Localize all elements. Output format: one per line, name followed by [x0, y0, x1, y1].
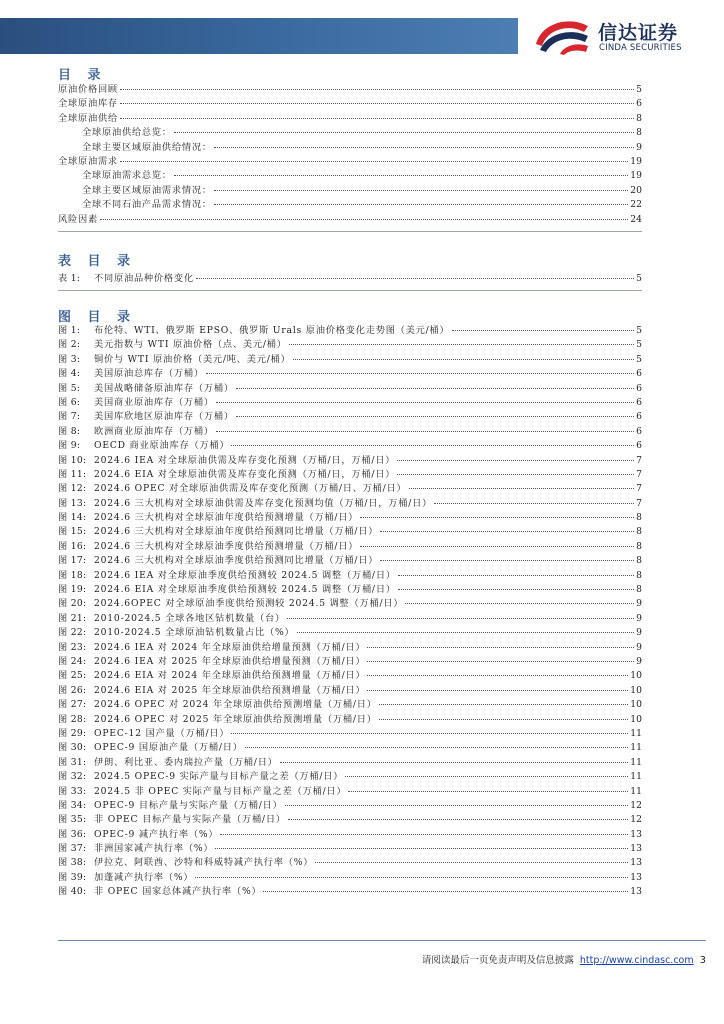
dot-leader: [367, 661, 634, 662]
dot-leader: [231, 733, 628, 734]
figure-list-entry-page: 13: [630, 843, 642, 855]
figure-list-entry[interactable]: [58, 382, 642, 396]
toc-entry-label: 全球原油供给: [58, 112, 118, 124]
toc-entry-label: 原油价格回顾: [58, 84, 118, 95]
toc-entry-label: 全球原油需求: [58, 155, 118, 167]
toc-entry-page: 8: [636, 112, 642, 124]
figure-list-entry-label: 2024.6 OPEC 对 2025 年全球原油供给预测增量（万桶/日）: [94, 713, 377, 725]
figure-list-entry-label: OPEC-9 目标产量与实际产量（万桶/日）: [94, 799, 283, 811]
figure-list-entry[interactable]: [58, 525, 642, 539]
toc-entry-page: 19: [630, 170, 642, 182]
figure-list-entry[interactable]: [58, 597, 642, 611]
table-list-entry-number: 表 1:: [58, 273, 81, 284]
toc-entry-page: 5: [636, 84, 642, 95]
figure-list-entry[interactable]: [58, 655, 642, 669]
dot-leader: [360, 517, 634, 518]
toc-title: 目 录: [58, 68, 107, 83]
dot-leader: [452, 330, 635, 331]
dot-leader: [216, 431, 634, 432]
figure-list-entry-label: OPEC-9 减产执行率（%）: [94, 828, 219, 840]
figure-list-entry[interactable]: [58, 842, 642, 856]
toc-entry-label: 全球原油供给总览：: [82, 127, 172, 139]
figure-list-entry-label: OPEC-12 国产量（万桶/日）: [94, 727, 230, 739]
dot-leader: [345, 776, 628, 777]
dot-leader: [367, 675, 628, 676]
figure-list-entry-label: 2024.6 三大机构对全球原油季度供给预测同比增量（万桶/日）: [94, 555, 379, 567]
toc-entry-page: 9: [636, 141, 642, 153]
figure-list-entry-number: 图 29:: [58, 727, 87, 739]
figure-list-entry-label: 非洲国家减产执行率（%）: [94, 843, 214, 855]
dot-leader: [214, 147, 634, 148]
figure-list-entry-number: 图 22:: [58, 627, 87, 639]
dot-leader: [379, 704, 629, 705]
figure-list-entry[interactable]: [58, 626, 642, 640]
figure-list-entry-label: 美国库欣地区原油库存（万桶）: [94, 411, 234, 423]
dot-leader: [214, 190, 628, 191]
figure-list-entry-label: 美国原油总库存（万桶）: [94, 368, 204, 380]
dot-leader: [214, 204, 628, 205]
dot-leader: [245, 747, 629, 748]
toc-entry[interactable]: [58, 198, 642, 212]
figure-list-entry-page: 8: [636, 569, 642, 581]
figure-list-entry-label: 2024.6 OPEC 对全球原油供需及库存变化预测（万桶/日、万桶/日）: [94, 483, 407, 495]
figure-list-entry-page: 12: [630, 799, 642, 811]
figure-list-entry[interactable]: [58, 468, 642, 482]
dot-leader: [380, 560, 634, 561]
cinda-logo-icon: [530, 14, 592, 56]
figure-list-entry[interactable]: [58, 813, 642, 827]
figure-list-entry-number: 图 31:: [58, 756, 87, 768]
dot-leader: [288, 819, 628, 820]
figure-list-entry-page: 6: [636, 425, 642, 437]
figure-list-entry[interactable]: [58, 785, 642, 799]
figure-list-entry[interactable]: [58, 497, 642, 511]
dot-leader: [409, 488, 635, 489]
figure-list-entry-page: 13: [630, 886, 642, 898]
figure-list-entry-number: 图 16:: [58, 540, 87, 552]
dot-leader: [174, 132, 634, 133]
figure-list-entry-number: 图 35:: [58, 814, 87, 826]
figure-list-entry-number: 图 19:: [58, 584, 87, 596]
figure-list-entry-number: 图 12:: [58, 483, 87, 495]
figure-list-entry[interactable]: [58, 540, 642, 554]
toc-entry-page: 8: [636, 127, 642, 139]
toc-entry[interactable]: [58, 97, 642, 111]
figure-list-entry-number: 图 38:: [58, 857, 87, 869]
brand-logo: [530, 14, 720, 56]
figure-list-entry-label: 非 OPEC 国家总体减产执行率（%）: [94, 886, 262, 898]
toc-entry[interactable]: [58, 169, 642, 183]
dot-leader: [120, 118, 634, 119]
toc-entry-label: 全球原油库存: [58, 98, 118, 110]
figure-list-entry-label: 2010-2024.5 全球各地区钻机数量（台）: [94, 612, 286, 624]
figure-list-entry-label: 2024.6 EIA 对全球原油供需及库存变化预测（万桶/日，万桶/日）: [94, 468, 396, 480]
toc-divider: [58, 231, 642, 232]
figure-list-entry-number: 图 37:: [58, 843, 87, 855]
figure-list-entry-label: 伊朗、利比亚、委内瑞拉产量（万桶/日）: [94, 756, 278, 768]
figure-list-entry-number: 图 28:: [58, 713, 87, 725]
dot-leader: [120, 161, 628, 162]
figure-list-entry-page: 5: [636, 339, 642, 351]
figure-list-entry-page: 13: [630, 857, 642, 869]
figure-list-entry[interactable]: [58, 396, 642, 410]
figure-list-entry-page: 8: [636, 540, 642, 552]
page-footer: [422, 952, 706, 966]
figure-list-entry-label: 布伦特、WTI、俄罗斯 EPSO、俄罗斯 Urals 原油价格变化走势图（美元/桶）: [94, 325, 450, 336]
toc-entry[interactable]: [58, 184, 642, 198]
dot-leader: [231, 445, 634, 446]
figure-list-entry-label: 美元指数与 WTI 原油价格（点、美元/桶）: [94, 339, 287, 351]
dot-leader: [297, 632, 635, 633]
dot-leader: [100, 219, 628, 220]
figure-list-entry-label: OECD 商业原油库存（万桶）: [94, 440, 230, 452]
dot-leader: [216, 402, 634, 403]
figure-list-entry[interactable]: [58, 353, 642, 367]
toc-entry[interactable]: [58, 155, 642, 169]
figure-list-entry-page: 8: [636, 526, 642, 538]
figure-list-entry[interactable]: [58, 669, 642, 683]
figure-list-entry-label: 2024.6 三大机构对全球原油供需及库存变化预测均值（万桶/日，万桶/日）: [94, 497, 433, 509]
figure-list-entry-number: 图 26:: [58, 684, 87, 696]
table-list-entry-label: 不同原油品种价格变化: [94, 273, 194, 284]
figure-list-entry-page: 8: [636, 555, 642, 567]
figure-list-entry-page: 13: [630, 871, 642, 883]
figure-list-entry-page: 6: [636, 396, 642, 408]
figure-list-entry-number: 图 39:: [58, 871, 87, 883]
figure-list-entry-label: 2024.5 OPEC-9 实际产量与目标产量之差（万桶/日）: [94, 771, 344, 783]
figure-list-entry-label: 美国战略储备原油库存（万桶）: [94, 382, 234, 394]
figure-list-entry-page: 5: [636, 325, 642, 336]
dot-leader: [397, 460, 634, 461]
figure-list-entry-number: 图 18:: [58, 569, 87, 581]
footer-website-link[interactable]: http://www.cindasc.com: [579, 955, 694, 966]
figure-list-entry-number: 图 6:: [58, 396, 81, 408]
toc-entry[interactable]: [58, 213, 642, 227]
figure-list-entry-number: 图 40:: [58, 886, 87, 898]
figure-list-entry-page: 5: [636, 353, 642, 365]
toc-entry[interactable]: [58, 126, 642, 140]
toc-entry-label: 全球主要区域原油供给情况：: [82, 141, 212, 153]
figure-list-entry-page: 10: [630, 670, 642, 682]
figure-list-entry-number: 图 17:: [58, 555, 87, 567]
dot-leader: [236, 416, 634, 417]
dot-leader: [348, 791, 628, 792]
footer-disclaimer: 请阅读最后一页免责声明及信息披露: [421, 955, 574, 966]
toc-entry-page: 19: [630, 155, 642, 167]
toc-entry[interactable]: [58, 141, 642, 155]
toc-entry-page: 22: [630, 199, 642, 211]
figure-list-entry[interactable]: [58, 885, 642, 899]
dot-leader: [174, 175, 628, 176]
toc-entry-page: 20: [630, 184, 642, 196]
figure-list-entry[interactable]: [58, 454, 642, 468]
figure-list-entry-label: 伊拉克、阿联酋、沙特和科威特减产执行率（%）: [94, 857, 314, 869]
figure-list-entry-number: 图 24:: [58, 655, 87, 667]
dot-leader: [405, 603, 634, 604]
figure-list-entry-number: 图 23:: [58, 641, 87, 653]
figure-list-entry-number: 图 34:: [58, 799, 87, 811]
figure-list-entry-number: 图 13:: [58, 497, 87, 509]
figures-title: 图 目 录: [58, 310, 137, 325]
figure-list-entry-page: 8: [636, 512, 642, 524]
figure-list-entry-page: 9: [636, 598, 642, 610]
dot-leader: [120, 103, 634, 104]
figure-list-entry-label: 2024.6 IEA 对全球原油供需及库存变化预测（万桶/日，万桶/日）: [94, 454, 396, 466]
figure-list-entry-label: 2024.6 IEA 对 2025 年全球原油供给增量预测（万桶/日）: [94, 655, 366, 667]
dot-leader: [215, 848, 628, 849]
toc-entry-page: 24: [630, 213, 642, 225]
figure-list-entry-number: 图 36:: [58, 828, 87, 840]
figure-list-entry-page: 11: [630, 742, 642, 754]
toc-entry-page: 6: [636, 98, 642, 110]
figure-list-entry-page: 9: [636, 627, 642, 639]
figure-list-entry-label: 美国商业原油库存（万桶）: [94, 396, 214, 408]
figure-list-entry-page: 11: [630, 785, 642, 797]
figure-list-entry-number: 图 25:: [58, 670, 87, 682]
figure-list-entry-label: OPEC-9 国原油产量（万桶/日）: [94, 742, 243, 754]
figure-list-entry-page: 10: [630, 713, 642, 725]
figure-list-entry[interactable]: [58, 828, 642, 842]
toc-list: [58, 83, 642, 227]
figure-list-entry[interactable]: [58, 641, 642, 655]
figure-list-entry[interactable]: [58, 856, 642, 870]
figure-list-entry-number: 图 8:: [58, 425, 81, 437]
figure-list-entry-page: 10: [630, 699, 642, 711]
figure-list-entry[interactable]: [58, 410, 642, 424]
dot-leader: [367, 647, 634, 648]
figure-list-entry-label: 2024.6 IEA 对 2024 年全球原油供给增量预测（万桶/日）: [94, 641, 366, 653]
toc-entry-label: 全球主要区域原油需求情况：: [82, 184, 212, 196]
figure-list-entry-label: 2024.6 三大机构对全球原油年度供给预测同比增量（万桶/日）: [94, 526, 379, 538]
dot-leader: [397, 474, 634, 475]
figure-list-entry-number: 图 32:: [58, 771, 87, 783]
dot-leader: [367, 690, 628, 691]
tables-title: 表 目 录: [58, 254, 137, 269]
figure-list-entry-page: 6: [636, 382, 642, 394]
dot-leader: [220, 834, 628, 835]
figure-list-entry-page: 10: [630, 684, 642, 696]
figure-list-entry-page: 6: [636, 440, 642, 452]
toc-entry[interactable]: [58, 112, 642, 126]
figure-list-entry-page: 9: [636, 641, 642, 653]
toc-entry-label: 风险因素: [58, 213, 98, 225]
figure-list-entry[interactable]: [58, 612, 642, 626]
figure-list-entry[interactable]: [58, 756, 642, 770]
toc-entry-label: 全球原油需求总览：: [82, 170, 172, 182]
figure-list-entry[interactable]: [58, 799, 642, 813]
figure-list-entry[interactable]: [58, 554, 642, 568]
figure-list-entry-number: 图 20:: [58, 598, 87, 610]
figure-list-entry-number: 图 10:: [58, 454, 87, 466]
figure-list-entry[interactable]: [58, 569, 642, 583]
figure-list-entry-label: 铜价与 WTI 原油价格（美元/吨、美元/桶）: [94, 353, 291, 365]
figure-list-entry-number: 图 30:: [58, 742, 87, 754]
dot-leader: [289, 344, 634, 345]
figure-list-entry-label: 2010-2024.5 全球原油钻机数量占比（%）: [94, 627, 295, 639]
figure-list-entry-label: 加蓬减产执行率（%）: [94, 871, 194, 883]
figure-list-entry[interactable]: [58, 583, 642, 597]
figure-list-entry-number: 图 27:: [58, 699, 87, 711]
dot-leader: [360, 546, 634, 547]
figure-list-entry[interactable]: [58, 482, 642, 496]
figure-list-entry[interactable]: [58, 439, 642, 453]
figure-list-entry[interactable]: [58, 871, 642, 885]
figure-list-entry-label: 2024.6 三大机构对全球原油年度供给预测增量（万桶/日）: [94, 512, 359, 524]
figure-list-entry[interactable]: [58, 338, 642, 352]
figure-list-entry-number: 图 14:: [58, 512, 87, 524]
figure-list-entry-page: 11: [630, 727, 642, 739]
figure-list-entry-number: 图 3:: [58, 353, 81, 365]
figure-list-entry-number: 图 2:: [58, 339, 81, 351]
figure-list-entry-label: 非 OPEC 目标产量与实际产量（万桶/日）: [94, 814, 286, 826]
toc-entry[interactable]: [58, 83, 642, 97]
figure-list-entry[interactable]: [58, 511, 642, 525]
dot-leader: [380, 531, 634, 532]
dot-leader: [287, 618, 634, 619]
figure-list-entry-label: 2024.6 EIA 对全球原油季度供给预测较 2024.5 调整（万桶/日）: [94, 584, 396, 596]
figure-list-entry-page: 6: [636, 411, 642, 423]
figure-list-entry-label: 2024.6 EIA 对 2024 年全球原油供给预测增量（万桶/日）: [94, 670, 366, 682]
figure-list-entry[interactable]: [58, 684, 642, 698]
figure-list-entry-page: 8: [636, 584, 642, 596]
footer-divider: [58, 940, 706, 941]
figure-list-entry-number: 图 7:: [58, 411, 81, 423]
figure-list-entry-page: 9: [636, 612, 642, 624]
figure-list-entry[interactable]: [58, 425, 642, 439]
figure-list-entry-label: 2024.6 OPEC 对 2024 年全球原油供给预测增量（万桶/日）: [94, 699, 377, 711]
toc-entry-label: 全球不同石油产品需求情况：: [82, 199, 212, 211]
figure-list-entry[interactable]: [58, 324, 642, 338]
figure-list-entry-number: 图 5:: [58, 382, 81, 394]
figure-list-entry-label: 2024.6OPEC 对全球原油季度供给预测较 2024.5 调整（万桶/日）: [94, 598, 404, 610]
dot-leader: [398, 575, 634, 576]
dot-leader: [120, 89, 634, 90]
tables-divider: [58, 290, 642, 291]
figure-list-entry-number: 图 21:: [58, 612, 87, 624]
dot-leader: [315, 862, 628, 863]
figure-list-entry[interactable]: [58, 741, 642, 755]
figure-list-entry-page: 7: [636, 497, 642, 509]
figure-list-entry-page: 7: [636, 483, 642, 495]
figure-list-entry-page: 7: [636, 454, 642, 466]
table-list-entry-page: 5: [636, 273, 642, 284]
figure-list-entry[interactable]: [58, 713, 642, 727]
table-list-entry[interactable]: [58, 272, 642, 286]
dot-leader: [293, 359, 635, 360]
figure-list-entry[interactable]: [58, 727, 642, 741]
figure-list-entry-page: 9: [636, 655, 642, 667]
figure-list-entry-label: 欧洲商业原油库存（万桶）: [94, 425, 214, 437]
brand-name-en: CINDA SECURITIES: [599, 43, 682, 53]
figure-list-entry-number: 图 1:: [58, 325, 81, 336]
figure-list-entry-number: 图 9:: [58, 440, 81, 452]
brand-name-cn: 信达证券: [598, 22, 679, 44]
figures-list: [58, 324, 642, 900]
figure-list-entry-label: 2024.6 三大机构对全球原油季度供给预测增量（万桶/日）: [94, 540, 359, 552]
figure-list-entry-page: 6: [636, 368, 642, 380]
dot-leader: [280, 762, 629, 763]
figure-list-entry[interactable]: [58, 698, 642, 712]
figure-list-entry-page: 11: [630, 756, 642, 768]
figure-list-entry-page: 11: [630, 771, 642, 783]
figure-list-entry-page: 7: [636, 468, 642, 480]
dot-leader: [195, 877, 628, 878]
dot-leader: [379, 719, 629, 720]
figure-list-entry[interactable]: [58, 367, 642, 381]
figure-list-entry-number: 图 11:: [58, 468, 87, 480]
figure-list-entry-number: 图 15:: [58, 526, 87, 538]
figure-list-entry-number: 图 4:: [58, 368, 81, 380]
page-number: 3: [699, 955, 706, 966]
dot-leader: [263, 891, 628, 892]
figure-list-entry-page: 13: [630, 828, 642, 840]
figure-list-entry-label: 2024.5 非 OPEC 实际产量与目标产量之差（万桶/日）: [94, 785, 347, 797]
figure-list-entry-page: 12: [630, 814, 642, 826]
figure-list-entry-label: 2024.6 IEA 对全球原油季度供给预测较 2024.5 调整（万桶/日）: [94, 569, 396, 581]
figure-list-entry[interactable]: [58, 770, 642, 784]
dot-leader: [196, 278, 634, 279]
dot-leader: [236, 388, 634, 389]
tables-list: [58, 272, 642, 286]
figure-list-entry-label: 2024.6 EIA 对 2025 年全球原油供给预测增量（万桶/日）: [94, 684, 366, 696]
dot-leader: [398, 589, 634, 590]
dot-leader: [434, 503, 634, 504]
header-band: [0, 18, 518, 54]
dot-leader: [285, 805, 629, 806]
figure-list-entry-number: 图 33:: [58, 785, 87, 797]
dot-leader: [206, 373, 634, 374]
